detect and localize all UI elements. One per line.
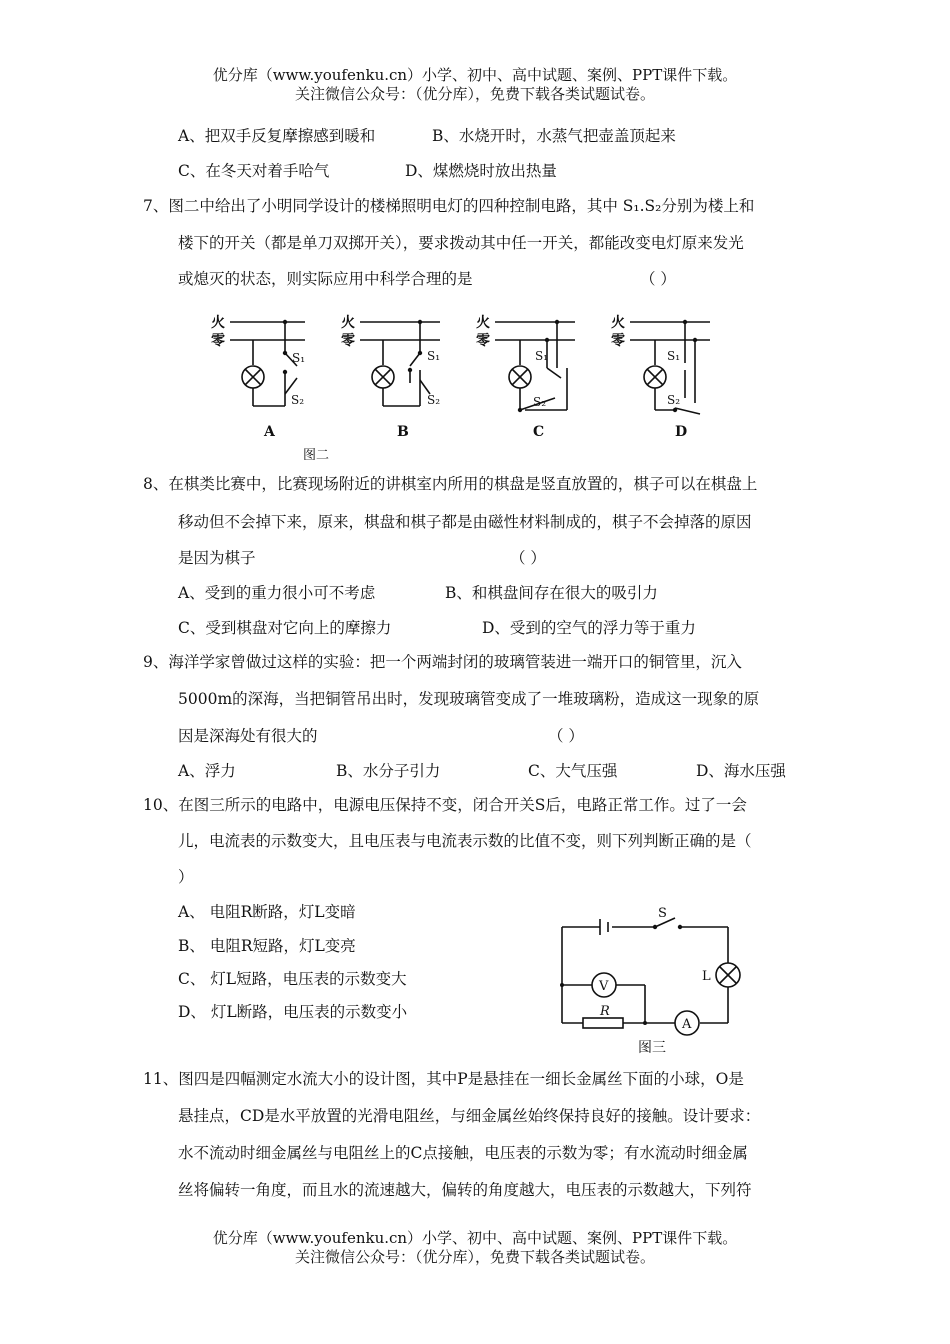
- q8-line-3: 是因为棋子: [178, 549, 256, 567]
- fire-label-c: 火: [476, 315, 490, 331]
- q8-option-a: A、受到的重力很小可不考虑: [178, 584, 376, 602]
- q10-line-2: 儿，电流表的示数变大，且电压表与电流表示数的比值不变，则下列判断正确的是（: [178, 832, 752, 850]
- figure-2-caption: 图二: [303, 448, 330, 460]
- q7-line-2: 楼下的开关（都是单刀双掷开关），要求拨动其中任一开关，都能改变电灯原来发光: [178, 234, 744, 252]
- fire-label-b: 火: [341, 315, 355, 331]
- s1-label-c: S₁: [535, 349, 549, 363]
- s2-label-d: S₂: [667, 393, 681, 407]
- q9-answer-paren: （ ）: [548, 727, 584, 745]
- figure-2-circuits: [205, 308, 725, 460]
- circuit-label-c: C: [533, 424, 545, 440]
- q6-option-a: A、把双手反复摩擦感到暖和: [178, 127, 376, 145]
- s2-label-b: S₂: [427, 393, 441, 407]
- circuit-label-d: D: [675, 424, 688, 440]
- fire-label-a: 火: [211, 315, 225, 331]
- q9-line-3: 因是深海处有很大的: [178, 727, 318, 745]
- resistor-r-label: R: [600, 1004, 610, 1019]
- header-line-1: 优分库（www.youfenku.cn）小学、初中、高中试题、案例、PPT课件下载。: [212, 66, 738, 84]
- s1-label-b: S₁: [427, 349, 441, 363]
- q6-option-c: C、在冬天对着手哈气: [178, 162, 330, 180]
- q8-option-d: D、受到的空气的浮力等于重力: [482, 619, 696, 637]
- q11-line-2: 悬挂点，CD是水平放置的光滑电阻丝，与细金属丝始终保持良好的接触。设计要求：: [178, 1107, 761, 1125]
- q8-line-2: 移动但不会掉下来，原来，棋盘和棋子都是由磁性材料制成的，棋子不会掉落的原因: [178, 513, 752, 531]
- q11-line-3: 水不流动时细金属丝与电阻丝上的C点接触，电压表的示数为零；有水流动时细金属: [178, 1144, 748, 1162]
- q8-option-b: B、和棋盘间存在很大的吸引力: [445, 584, 658, 602]
- footer-line-1: 优分库（www.youfenku.cn）小学、初中、高中试题、案例、PPT课件下载。: [212, 1229, 738, 1247]
- s1-label-d: S₁: [667, 349, 681, 363]
- q6-option-d: D、煤燃烧时放出热量: [405, 162, 557, 180]
- q10-option-d: D、 灯L断路，电压表的示数变小: [178, 1003, 408, 1021]
- zero-label-c: 零: [476, 333, 490, 349]
- q9-line-2: 5000m的深海，当把铜管吊出时，发现玻璃管变成了一堆玻璃粉，造成这一现象的原: [178, 690, 760, 708]
- q8-option-c: C、受到棋盘对它向上的摩擦力: [178, 619, 392, 637]
- q8-line-1: 8、在棋类比赛中，比赛现场附近的讲棋室内所用的棋盘是竖直放置的，棋子可以在棋盘上: [143, 475, 758, 493]
- q9-option-a: A、浮力: [178, 762, 236, 780]
- voltmeter-v-label: V: [599, 979, 609, 994]
- circuit-label-b: B: [397, 424, 409, 440]
- q10-option-b: B、 电阻R短路，灯L变亮: [178, 937, 356, 955]
- fire-label-d: 火: [611, 315, 625, 331]
- switch-s-label: S: [658, 906, 667, 921]
- q10-option-a: A、 电阻R断路，灯L变暗: [178, 903, 356, 921]
- q9-option-c: C、大气压强: [528, 762, 618, 780]
- q9-option-b: B、水分子引力: [336, 762, 441, 780]
- s2-label-c: S₂: [533, 395, 547, 409]
- lamp-l-label: L: [702, 969, 711, 984]
- q8-answer-paren: （ ）: [510, 549, 546, 567]
- circuit-label-a: A: [264, 424, 275, 440]
- q7-line-3: 或熄灭的状态，则实际应用中科学合理的是: [178, 270, 473, 288]
- q10-option-c: C、 灯L短路，电压表的示数变大: [178, 970, 407, 988]
- ammeter-a-label: A: [682, 1017, 692, 1032]
- q9-line-1: 9、海洋学家曾做过这样的实验：把一个两端封闭的玻璃管装进一端开口的铜管里，沉入: [143, 653, 742, 671]
- q9-option-d: D、海水压强: [696, 762, 786, 780]
- zero-label-b: 零: [341, 333, 355, 349]
- q10-line-1: 10、在图三所示的电路中，电源电压保持不变，闭合开关S后，电路正常工作。过了一会: [143, 796, 747, 814]
- s1-label-a: S₁: [292, 351, 306, 365]
- header-line-2: 关注微信公众号：（优分库），免费下载各类试题试卷。: [294, 85, 655, 103]
- figure-3-circuit: [550, 905, 750, 1057]
- q11-line-4: 丝将偏转一角度，而且水的流速越大，偏转的角度越大，电压表的示数越大，下列符: [178, 1181, 752, 1199]
- q7-line-1: 7、图二中给出了小明同学设计的楼梯照明电灯的四种控制电路，其中 S₁.S₂分别为楼上和: [143, 197, 755, 215]
- footer-line-2: 关注微信公众号：（优分库），免费下载各类试题试卷。: [294, 1248, 655, 1266]
- s2-label-a: S₂: [291, 393, 305, 407]
- q10-line-3: ）: [178, 868, 194, 886]
- zero-label-d: 零: [611, 333, 625, 349]
- q6-option-b: B、水烧开时，水蒸气把壶盖顶起来: [432, 127, 676, 145]
- q11-line-1: 11、图四是四幅测定水流大小的设计图，其中P是悬挂在一细长金属丝下面的小球，O是: [143, 1070, 744, 1088]
- zero-label-a: 零: [211, 333, 225, 349]
- figure-3-caption: 图三: [638, 1040, 666, 1056]
- q7-answer-paren: （ ）: [640, 270, 676, 288]
